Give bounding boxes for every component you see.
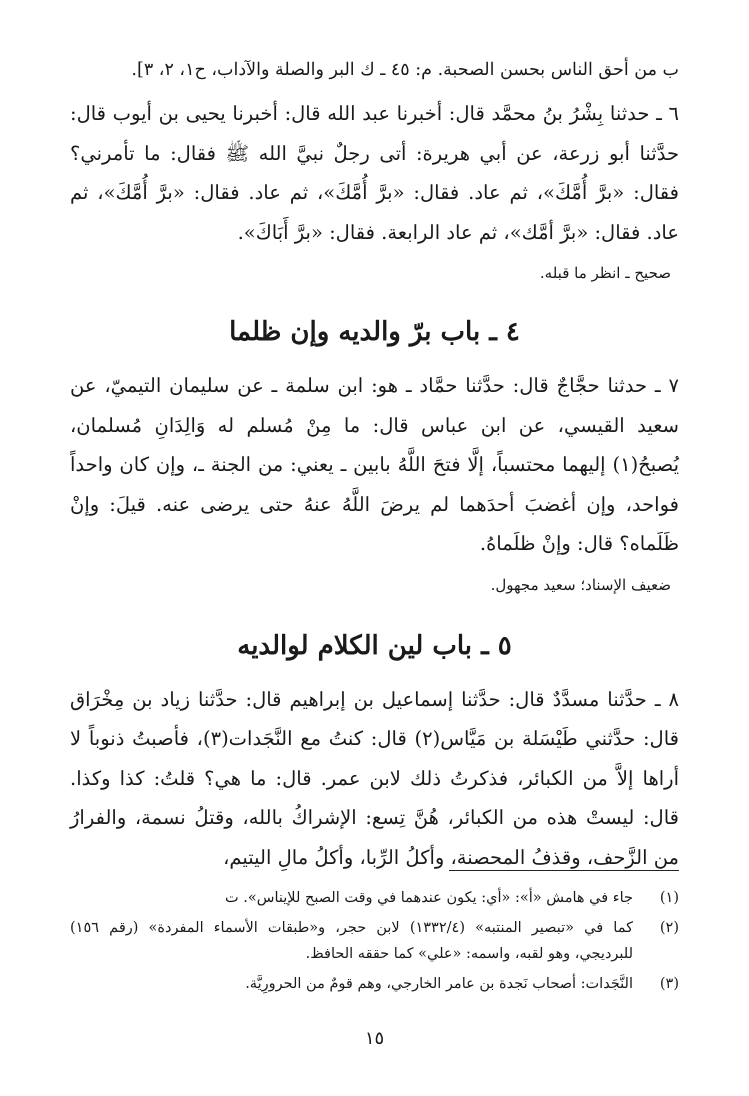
hadith-6-text: ٦ ـ حدثنا بِشْرُ بنُ محمَّد قال: أخبرنا عبد الله قال: أخبرنا يحيى بن أيوب قال: حدَّثنا أبو زرعة، عن أبي هريرة: أتى رجلٌ نبيَّ الله ﷺ فقال: ما تأمرني؟ فقال: «برَّ أُمَّكَ»، ثم عاد. فقال: «برَّ أُمَّكَ»، ثم عاد. فقال: «برَّ أُمَّكَ»، ثم عاد. فقال: «برَّ أمَّك»، ثم عاد الرابعة. فقال: «برَّ أَبَاكَ». [70,102,679,244]
chapter-5-title: ٥ ـ باب لين الكلام لوالديه [237,630,512,661]
hadith-6-grade: صحيح ـ انظر ما قبله. [539,264,671,282]
footnote-divider [449,870,679,871]
footnote-text: النَّجَدات: أصحاب نَجدة بن عامر الخارجي، وهم قومٌ من الحرورِيَّة. [245,976,633,992]
footnote-text: كما في «تبصير المنتبه» (١٣٣٢/٤) لابن حجر، و«طبقات الأسماء المفردة» (رقم ١٥٦) للبرديجي، وهو لقبه، واسمه: «علي» كما حققه الحافظ. [70,920,634,962]
footnote [70,915,679,967]
footnote-text: جاء في هامش «أ»: «أي: يكون عندهما في وقت الصبح للإيناس». ت [225,890,633,906]
hadith-7-grade: ضعيف الإسناد؛ سعيد مجهول. [490,575,671,594]
footnotes [70,870,679,1001]
footnote [70,885,679,911]
top-reference: ب من أحق الناس بحسن الصحبة. م: ٤٥ ـ ك البر والصلة والآداب، ح١، ٢، ٣]. [131,60,679,80]
footnote-number: (٣) [659,976,679,992]
footnote-number: (٢) [659,920,679,936]
hadith-8-text: ٨ ـ حدَّثنا مسدَّدٌ قال: حدَّثنا إسماعيل بن إبراهيم قال: حدَّثنا زياد بن مِخْرَاق قال: حدَّثني طَيْسَلة بن مَيَّاس(٢) قال: كنتُ مع النَّجَدات(٣)، فأصبتُ ذنوباً لا أراها إلاَّ من الكبائر، فذكرتُ ذلك لابن عمر. قال: ما هي؟ قلتُ: كذا وكذا. قال: ليستْ هذه من الكبائر، هُنَّ تِسع: الإشراكُ بالله، وقتلُ نسمة، والفرارُ من الزَّحف، وقذفُ المحصنة، وأكلُ الرِّبا، وأكلُ مالِ اليتيم، [70,687,679,869]
chapter-4-title: ٤ ـ باب برّ والديه وإن ظلما [229,317,520,347]
footnote-number: (١) [659,890,679,906]
hadith-7-text: ٧ ـ حدثنا حجَّاجٌ قال: حدَّثنا حمَّاد ـ هو: ابن سلمة ـ عن سليمان التيميّ، عن سعيد القيسي، عن ابن عباس قال: ما مِنْ مُسلم له وَالِدَانِ مُسلمان، يُصبحُ(١) إليهما محتسباً، إلَّا فتحَ اللَّهُ بابين ـ يعني: من الجنة ـ، وإن كان واحداً فواحد، وإن أغضبَ أحدَهما لم يرضَ اللَّهُ عنهُ حتى يرضى عنه. قيلَ: وإنْ ظَلَماه؟ قال: وإنْ ظلَماهُ. [70,374,679,555]
footnote [70,971,679,997]
page-number: ١٥ [364,1028,385,1049]
